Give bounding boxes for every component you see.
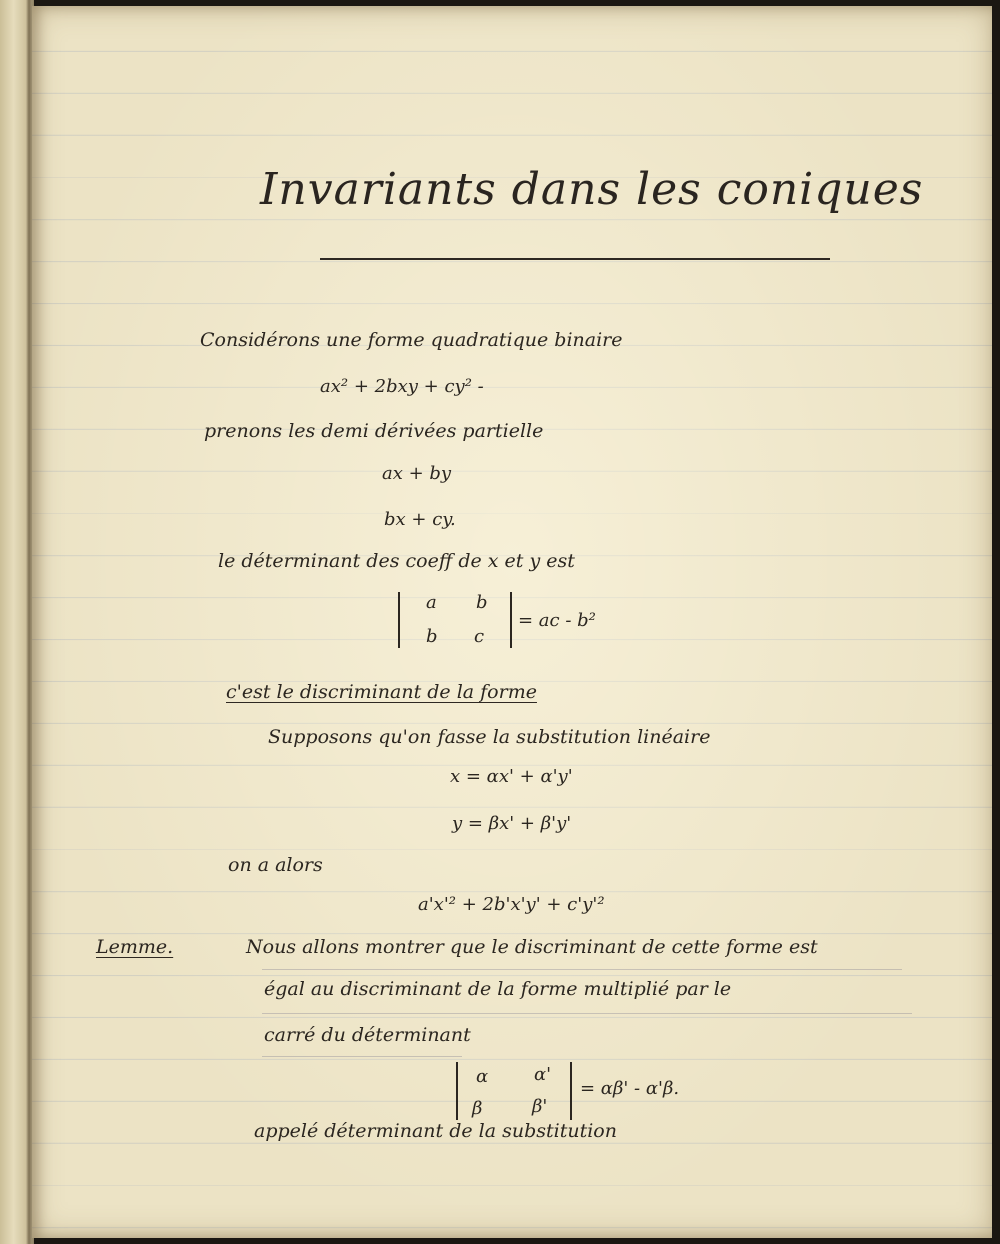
det1-entry-c: c xyxy=(474,626,485,647)
math-substitution-x: x = αx' + α'y' xyxy=(450,766,573,787)
title-underline xyxy=(320,258,830,260)
pencil-underline-3 xyxy=(262,1056,462,1057)
lemma-label xyxy=(96,936,173,958)
notebook-page xyxy=(32,6,992,1238)
det2-entry-alpha: α xyxy=(476,1066,489,1087)
determinant2-bar-left xyxy=(456,1062,458,1120)
text-line-11: on a alors xyxy=(228,854,323,876)
discriminant-phrase: c'est le discriminant de la forme xyxy=(226,681,537,703)
determinant-bar-right xyxy=(510,592,512,648)
det1-result: = ac - b² xyxy=(518,610,596,631)
math-partial-2: bx + cy. xyxy=(384,509,456,530)
math-partial-1: ax + by xyxy=(382,463,452,484)
math-quadratic-form: ax² + 2bxy + cy² - xyxy=(320,376,484,397)
det2-entry-alpha-prime: α' xyxy=(534,1064,552,1085)
det2-entry-beta: β xyxy=(472,1098,483,1119)
det2-result: = αβ' - α'β. xyxy=(580,1078,680,1099)
text-line-16: appelé déterminant de la substitution xyxy=(254,1120,617,1142)
text-line-14: égal au discriminant de la forme multiplié par le xyxy=(264,978,732,1000)
det2-entry-beta-prime: β' xyxy=(532,1096,548,1117)
text-line-8: Supposons qu'on fasse la substitution linéaire xyxy=(268,726,711,748)
text-line-1: Considérons une forme quadratique binaire xyxy=(200,329,623,351)
determinant2-bar-right xyxy=(570,1062,572,1120)
math-transformed-form: a'x'² + 2b'x'y' + c'y'² xyxy=(418,894,605,915)
math-substitution-y: y = βx' + β'y' xyxy=(452,813,572,834)
text-line-13: Nous allons montrer que le discriminant de cette forme est xyxy=(246,936,818,958)
text-line-7 xyxy=(226,681,537,703)
page-title: Invariants dans les coniques xyxy=(260,164,924,215)
det1-entry-a: a xyxy=(426,592,437,613)
det1-entry-b-bottom: b xyxy=(426,626,438,647)
det1-entry-b-top: b xyxy=(476,592,488,613)
text-line-6: le déterminant des coeff de x et y est xyxy=(218,550,575,572)
text-line-15: carré du déterminant xyxy=(264,1024,471,1046)
text-line-3: prenons les demi dérivées partielle xyxy=(204,420,544,442)
lemma-label-text: Lemme. xyxy=(96,936,174,958)
pencil-underline-2 xyxy=(262,1013,912,1014)
pencil-underline-1 xyxy=(262,969,902,970)
determinant-bar-left xyxy=(398,592,400,648)
